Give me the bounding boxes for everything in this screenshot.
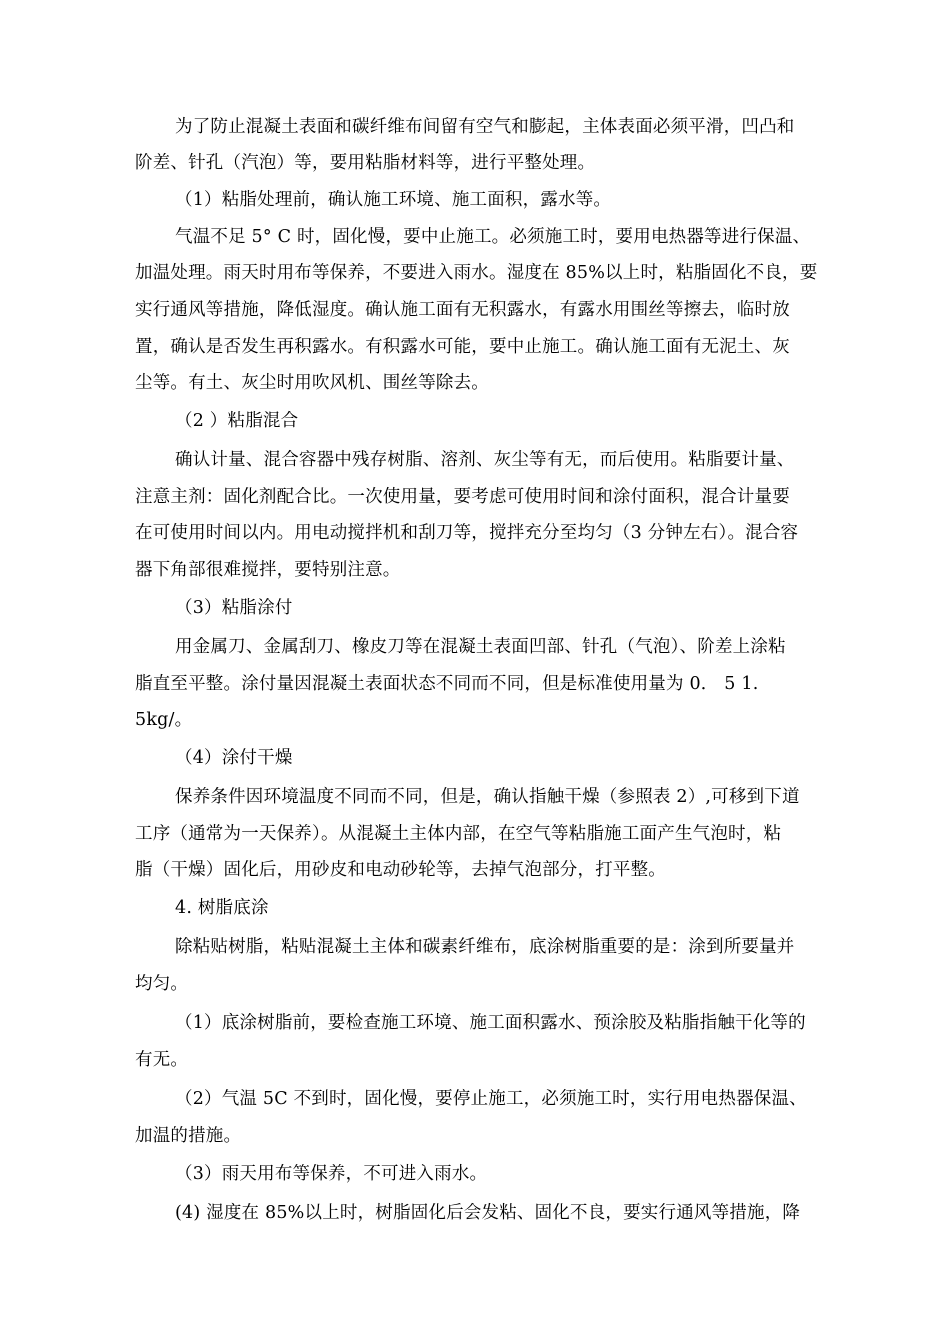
paragraph-line: 脂直至平整。涂付量因混凝土表面状态不同而不同，但是标准使用量为 0． 5 1. [135, 674, 759, 694]
section-heading: （4）涂付干燥 [175, 748, 293, 768]
paragraph-line: 置，确认是否发生再积露水。有积露水可能，要中止施工。确认施工面有无泥土、灰 [135, 337, 790, 357]
paragraph-line: 除粘贴树脂，粘贴混凝土主体和碳素纤维布，底涂树脂重要的是：涂到所要量并 [175, 937, 795, 957]
paragraph-line: 注意主剂：固化剂配合比。一次使用量，要考虑可使用时间和涂付面积，混合计量要 [135, 487, 790, 507]
paragraph-line: 确认计量、混合容器中残存树脂、溶剂、灰尘等有无，而后使用。粘脂要计量、 [175, 450, 795, 470]
paragraph-line: 5kg/。 [135, 710, 193, 730]
paragraph-line: 保养条件因环境温度不同而不同，但是，确认指触干燥（参照表 2）,可移到下道 [175, 787, 800, 807]
paragraph-line: 气温不足 5° C 时，固化慢，要中止施工。必须施工时，要用电热器等进行保温、 [175, 227, 811, 247]
paragraph-line: （2）气温 5C 不到时，固化慢，要停止施工，必须施工时，实行用电热器保温、 [175, 1089, 807, 1109]
paragraph-line: 实行通风等措施，降低湿度。确认施工面有无积露水，有露水用围丝等擦去，临时放 [135, 300, 790, 320]
section-heading: （2 ）粘脂混合 [175, 411, 299, 431]
paragraph-line: （3）雨天用布等保养，不可进入雨水。 [175, 1164, 488, 1184]
paragraph-line: 均匀。 [135, 974, 189, 994]
section-heading: （3）粘脂涂付 [175, 598, 293, 618]
paragraph-line: （1）底涂树脂前，要检查施工环境、施工面积露水、预涂胶及粘脂指触干化等的 [175, 1013, 806, 1033]
paragraph-line: 有无。 [135, 1050, 189, 1070]
paragraph-line: 加温处理。雨天时用布等保养，不要进入雨水。湿度在 85%以上时，粘脂固化不良，要 [135, 263, 818, 283]
paragraph-line: 为了防止混凝土表面和碳纤维布间留有空气和膨起，主体表面必须平滑，凹凸和 [175, 117, 795, 137]
paragraph-line: 加温的措施。 [135, 1126, 242, 1146]
paragraph-line: (4) 湿度在 85%以上时，树脂固化后会发粘、固化不良，要实行通风等措施，降 [175, 1203, 801, 1223]
paragraph-line: 用金属刀、金属刮刀、橡皮刀等在混凝土表面凹部、针孔（气泡）、阶差上涂粘 [175, 637, 786, 657]
paragraph-line: 尘等。有土、灰尘时用吹风机、围丝等除去。 [135, 373, 489, 393]
paragraph-line: 工序（通常为一天保养）。从混凝土主体内部，在空气等粘脂施工面产生气泡时，粘 [135, 824, 782, 844]
paragraph-line: 在可使用时间以内。用电动搅拌机和刮刀等，搅拌充分至均匀（3 分钟左右）。混合容 [135, 523, 799, 543]
section-heading: 4. 树脂底涂 [175, 898, 269, 918]
paragraph-line: 脂（干燥）固化后，用砂皮和电动砂轮等，去掉气泡部分，打平整。 [135, 860, 666, 880]
paragraph-line: （1）粘脂处理前，确认施工环境、施工面积，露水等。 [175, 190, 612, 210]
paragraph-line: 阶差、针孔（汽泡）等，要用粘脂材料等，进行平整处理。 [135, 153, 596, 173]
paragraph-line: 器下角部很难搅拌，要特别注意。 [135, 560, 401, 580]
